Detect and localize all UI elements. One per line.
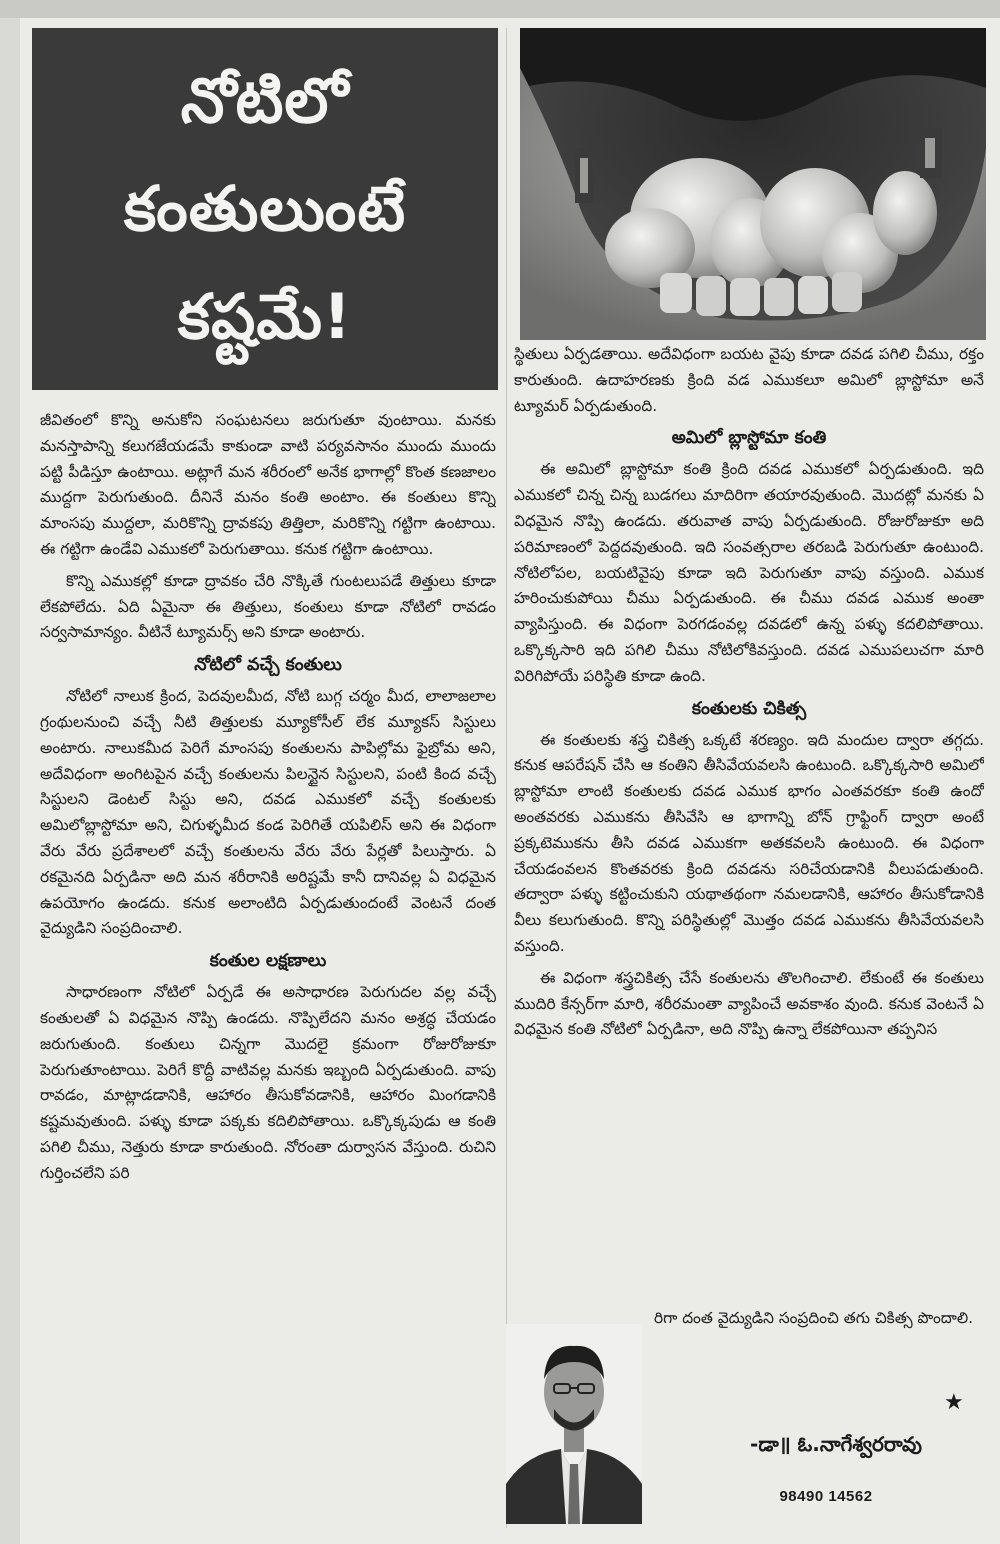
author-phone: 98490 14562 [779,1488,873,1505]
column-divider [506,28,507,1528]
author-photo [506,1324,642,1524]
right-column [514,342,984,1302]
section-heading-ameloblastoma: అమిలో బ్లాస్టోమా కంతి [671,428,827,449]
star-icon: ★ [944,1390,964,1415]
intro-paragraph-1: జీవితంలో కొన్ని అనుకోని సంఘటనలు జరుగుతూ వుంటాయి. మనకు మనస్తాపాన్ని కలుగజేయడమే కాకుండా వాటి పర్యవసానం ముందు ముందు పట్టి పీడిస్తూ ఉంటాయి. అట్లాగే మన శరీరంలో అనేక భాగాల్లో కొంత కణజాలం ముద్దగా పెరుగుతుంది. దీనినే మనం కంతి అంటాం. ఈ కంతులు కొన్ని మాంసపు ముద్దలా, మరికొన్ని ద్రావకపు తిత్తిలా, మరికొన్ని గట్టిగా ఉంటాయి. ఈ గట్టిగా ఉండేవి ఎముకలో పెరుగుతాయి. కనుక గట్టిగా ఉంటాయి. [40,411,496,558]
headline-box [32,28,498,390]
page-top-edge [0,0,1000,18]
teeth-photo [520,28,986,340]
section-heading-symptoms: కంతుల లక్షణాలు [209,951,327,972]
closing-text [654,1306,984,1386]
left-column [40,408,496,1528]
section-heading-treatment: కంతులకు చికిత్స [691,698,807,719]
ameloblastoma-paragraph: ఈ అమిలో బ్లాస్టోమా కంతి క్రింది దవడ ఎముకలో ఏర్పడుతుంది. ఇది ఎముకలో చిన్న చిన్న బుడగలు మాదిరిగా తయారవుతుంది. మొదట్లో మనకు ఏ విధమైన నొప్పి ఉండదు. తరువాత వాపు ఏర్పడుతుంది. రోజురోజుకూ అది పరిమాణంలో పెద్దదవుతుంది. ఇది సంవత్సరాల తరబడి పెరుగుతూ ఉంటుంది. నోటిలోపల, బయటివైపు కూడా ఇది పెరుగుతూ వాపు వస్తుంది. ఎముక హరించుకుపోయి చీము ఏర్పడుతుంది. ఈ చీము దవడ ఎముక అంతా వ్యాపిస్తుంది. ఈ విధంగా పెరగడంవల్ల దవడలో ఉన్న పళ్ళు కదలిపోతాయి. ఒక్కొక్కసారి ఇది పగిలి చీము నోటిలోకివస్తుంది. దవడ ఎముపలుచగా మారి విరిగిపోయే పరిస్థితి కూడా ఉంది. [514,460,984,685]
headline-line-1: నోటిలో [180,64,350,137]
symptoms-paragraph: సాధారణంగా నోటిలో ఏర్పడే ఈ అసాధారణ పెరుగుదల వల్ల వచ్చే కంతులతో ఏ విధమైన నొప్పి ఉండదు. నొప్పిలేదని మనం అశ్రద్ధ చేయడం జరుగుతుంది. కంతులు చిన్నగా మొదలై క్రమంగా రోజురోజుకూ పెరుగుతూంటాయి. పెరిగే కొద్దీ వాటివల్ల మనకు ఇబ్బంది ఏర్పడుతుంది. వాపు రావడం, మాట్లాడడానికి, ఆహారం తీసుకోవడానికి, ఆహారం మింగడానికి కష్టమవుతుంది. పళ్ళు కూడా పక్కకు కదిలిపోతాయి. ఒక్కొక్కపుడు ఆ కంతి పగిలి చీము, నెత్తురు కూడా కారుతుంది. నోరంతా దుర్వాసన వేస్తుంది. రుచిని గుర్తించలేని పరి [40,983,496,1182]
oral-tumors-paragraph: నోటిలో నాలుక క్రింద, పెదవులమీద, నోటి బుగ్గ చర్మం మీద, లాలాజలాల గ్రంథులనుంచి వచ్చే నీటి తిత్తులకు మ్యూకోసీల్ లేక మ్యూకస్ సిస్టులు అంటారు. నాలుకమీద పెరిగే మాంసపు కంతులను పాపిల్లోమ ఫైబ్రోమ అని, అదేవిధంగా అంగిటపైన వచ్చే కంతులను పిలన్టైన సిస్టులని, పంటి కింద వచ్చే సిస్టులని డెంటల్ సిస్టు అని, దవడ ఎముకలో వచ్చే కంతులకు అమిలోబ్లాస్టోమా అని, చిగుళ్ళమీద కండ పెరిగితే యపిలిస్ అని ఈ విధంగా వేరు వేరు ప్రదేశాలలో వచ్చే కంతులను వేరు వేరు పేర్లతో పిలుస్తారు. ఏ రకమైనది ఏర్పడినా అది మన శరీరానికి అరిష్టమే కానీ దానివల్ల ఏ విధమైన ఉపయోగం ఉండదు. కనుక అలాంటిది ఏర్పడుతుందంటే వెంటనే దంత వైద్యుడిని సంప్రదించాలి. [40,687,496,938]
treatment-paragraph-2: ఈ విధంగా శస్త్రచికిత్స చేసే కంతులను తొలగించాలి. లేకుంటే ఈ కంతులు ముదిరి కేన్సర్‌గా మారి, శరీరమంతా వ్యాపించే అవకాశం వుంది. కనుక వెంటనే ఏ విధమైన కంతి నోటిలో ఏర్పడినా, అది నొప్పి ఉన్నా లేకపోయినా తప్పనిస [514,968,984,1039]
treatment-paragraph-1: ఈ కంతులకు శస్త్ర చికిత్స ఒక్కటే శరణ్యం. ఇది మందుల ద్వారా తగ్గదు. కనుక ఆపరేషన్ చేసి ఆ కంతిని తీసివేయవలసి ఉంటుంది. ఒక్కొక్కసారి అమిలో బ్లాస్టోమా లాంటి కంతులకు దవడ ఎముక భాగం ఎంతవరకూ కంతి ఉందో అంతవరకు ఎముకను తీసివేసి ఆ భాగాన్ని బోన్ గ్రాఫ్టింగ్ ద్వారా అంటే ప్రక్కటెముకను తీసి దవడ ఎముకగా అతకవలసి ఉంటుంది. ఈ విధంగా చేయడంవలన కొంతవరకు క్రింది దవడను సరిచేయడానికి వీలుపడుతుంది. తద్వారా పళ్ళు కట్టించుకుని యథాతథంగా నమలడానికి, ఆహారం తీసుకోడానికి వీలు కలుగుతుంది. కొన్ని పరిస్థితుల్లో మొత్తం దవడ ఎముకను తీసివేయవలసి వస్తుంది. [514,730,984,955]
headline-line-2: కంతులుంటే [123,172,407,245]
continued-paragraph: స్థితులు ఏర్పడతాయి. అదేవిధంగా బయట వైపు కూడా దవడ పగిలి చీము, రక్తం కారుతుంది. ఉదాహరణకు క్రింది వడ ఎముకలూ అమిలో బ్లాస్టోమా అనే ట్యూమర్ ఏర్పడుతుంది. [514,345,984,415]
author-byline: -డా॥ ఓ.నాగేశ్వరరావు [750,1432,922,1456]
section-heading-oral-tumors: నోటిలో వచ్చే కంతులు [194,655,342,676]
intro-paragraph-2: కొన్ని ఎముకల్లో కూడా ద్రావకం చేరి నొక్కితే గుంటలుపడే తిత్తులు కూడా లేకపోలేదు. ఏది ఏమైనా ఈ తిత్తులు, కంతులు కూడా నోటిలో రావడం సర్వసామాన్యం. వీటినే ట్యూమర్స్ అని కూడా అంటారు. [40,571,496,642]
closing-paragraph: రిగా దంత వైద్యుడిని సంప్రదించి తగు చికిత్స పొందాలి. [654,1309,973,1327]
headline-line-3: కష్టమే! [177,280,353,353]
